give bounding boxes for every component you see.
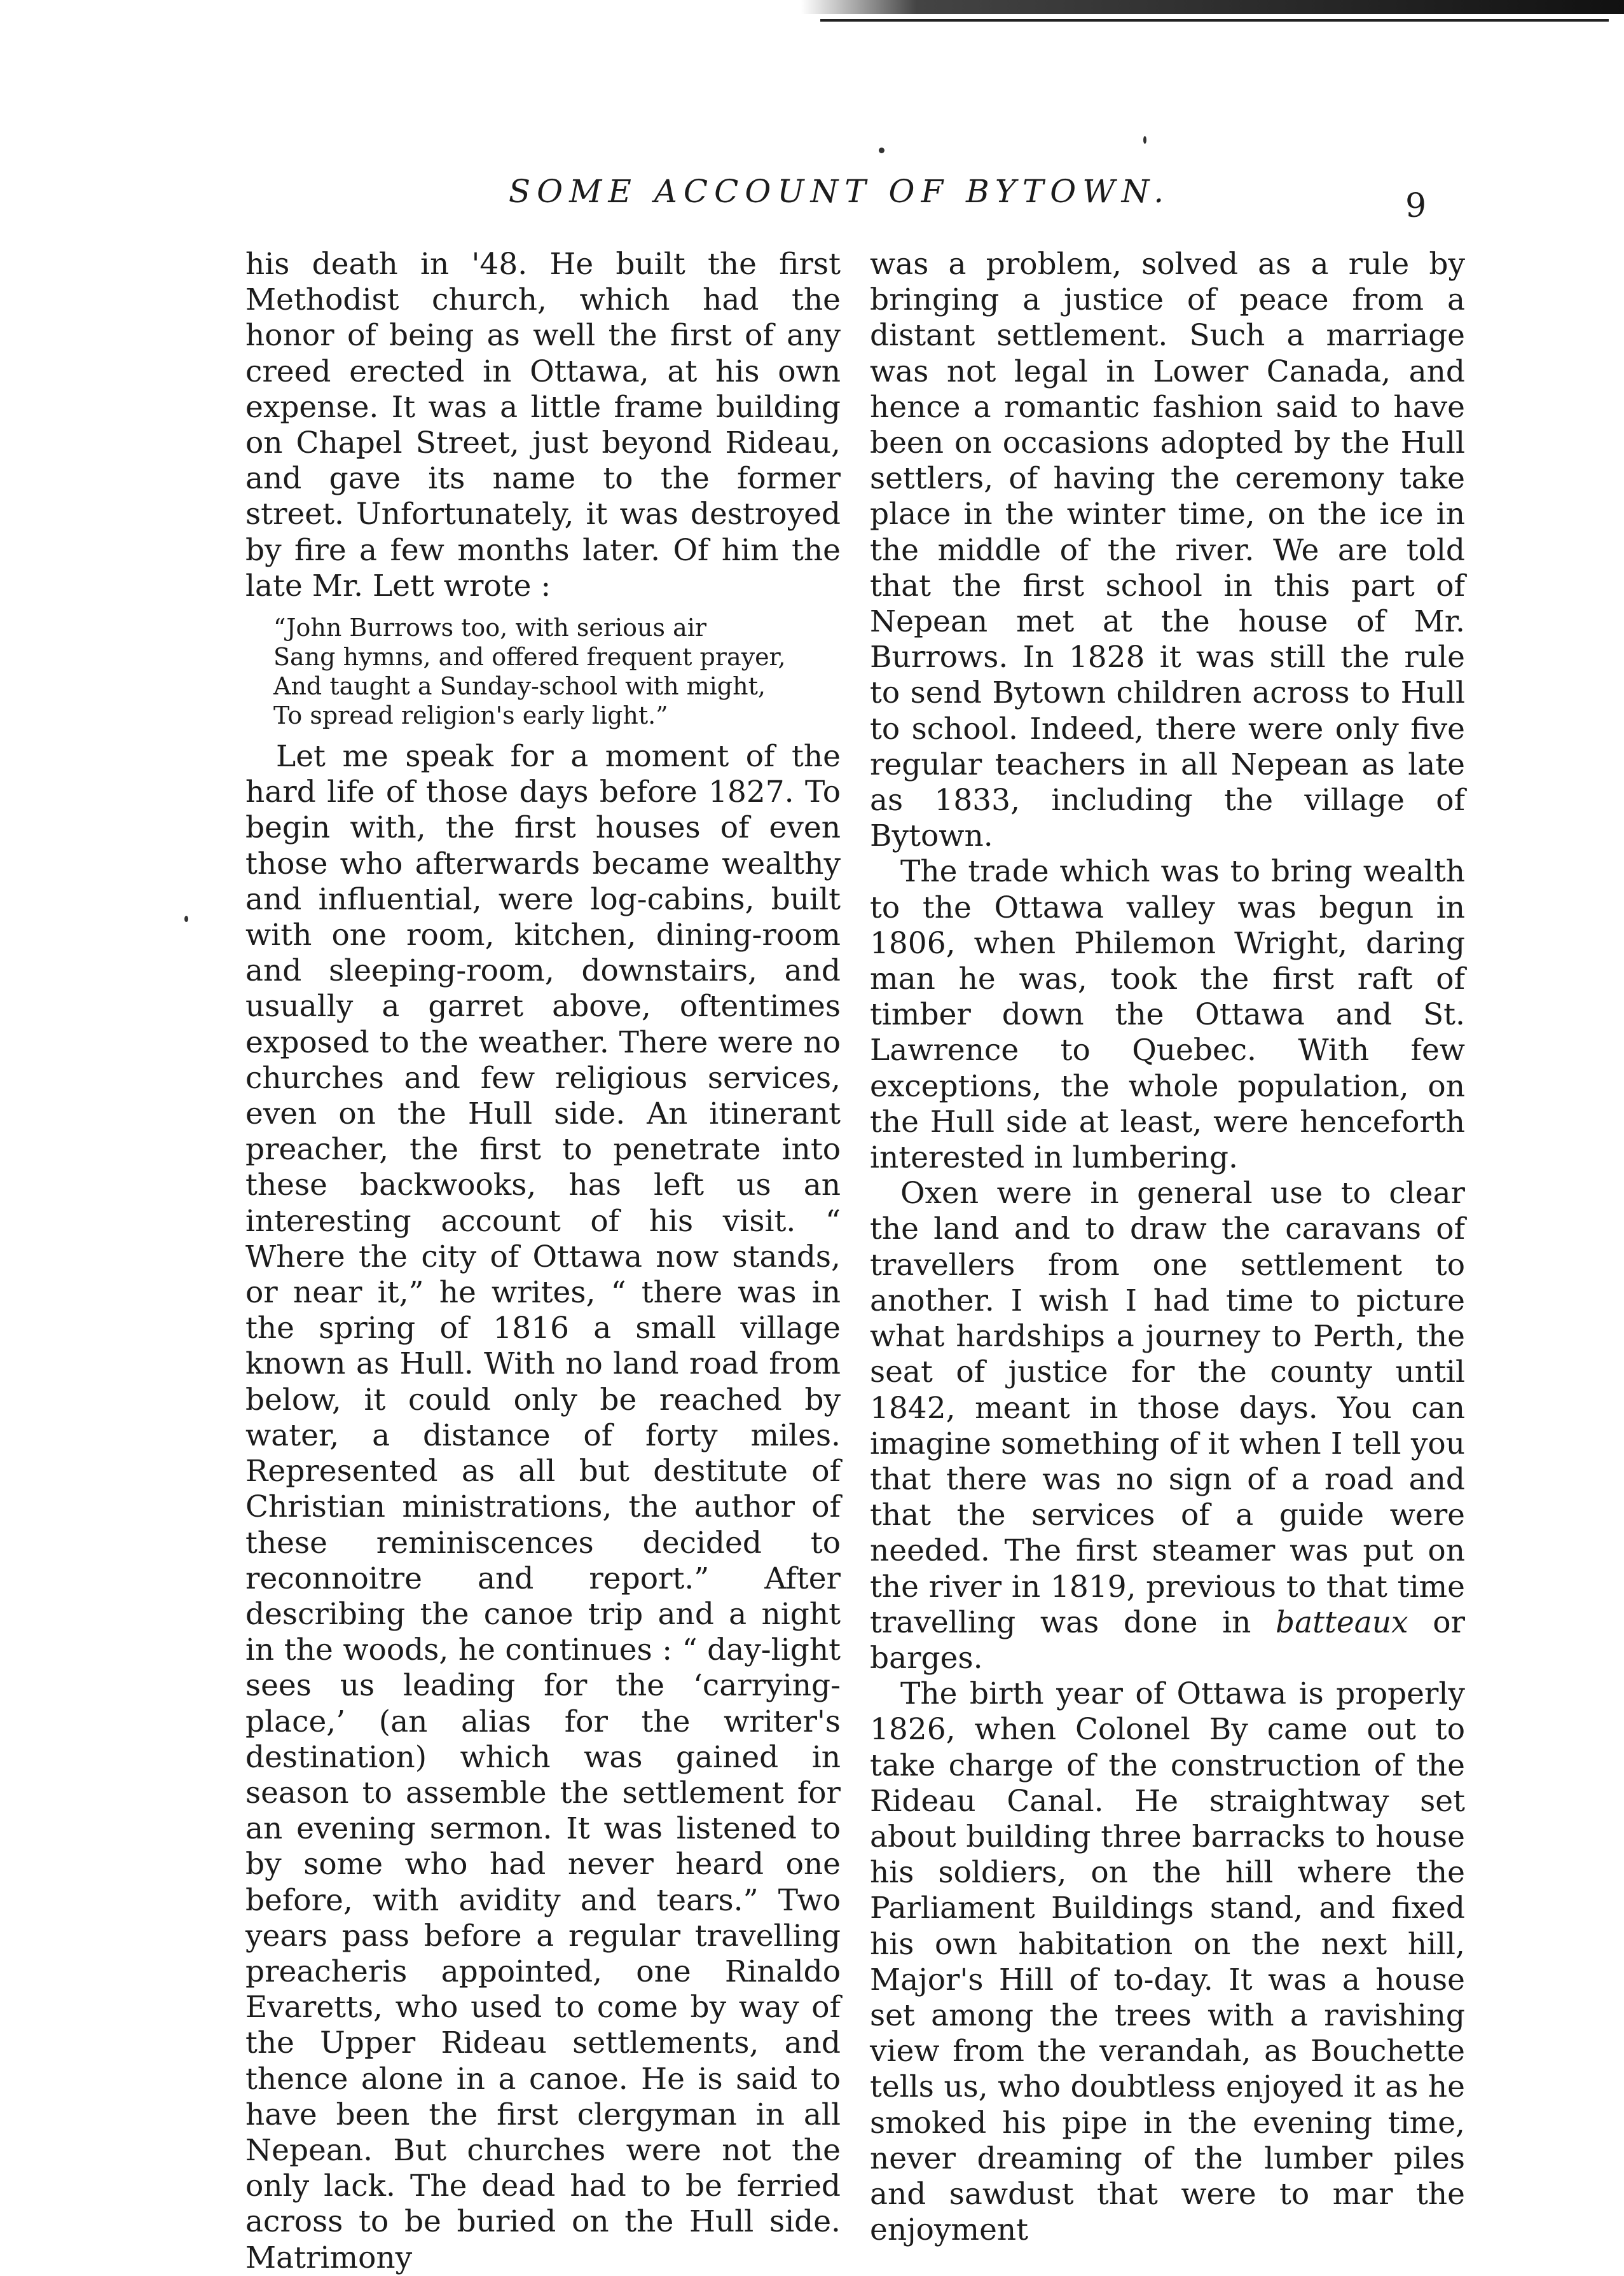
right-paragraph-1: was a problem, solved as a rule by bringing a justice of peace from a distant settlement. Such a marriage was not legal in Lower Canada, and hence a romantic fashion said to have been on occasions adopted by the Hull settlers, of having the ceremony take place in the winter time, on the ice in the middle of the river. We are told that the first school in this part of Nepean met at the house of Mr. Burrows. In 1828 it was still the rule to send Bytown children across to Hull to school. Indeed, there were only five regular teachers in all Nepean as late as 1833, including the village of Bytown.	[870, 247, 1465, 854]
verse-quote	[273, 613, 841, 730]
right-paragraph-4: The birth year of Ottawa is properly 1826, when Colonel By came out to take charge of the construction of the Rideau Canal. He straightway set about building three barracks to house his soldiers, on the hill where the Parliament Buildings stand, and fixed his own habitation on the next hill, Major's Hill of to-day. It was a house set among the trees with a ravishing view from the verandah, as Bouchette tells us, who doubtless enjoyed it as he smoked his pipe in the evening time, never dreaming of the lumber piles and sawdust that were to mar the enjoyment	[870, 1676, 1465, 2248]
print-speck	[1143, 136, 1146, 144]
right-paragraph-3-end: or barges.	[870, 1604, 1465, 1676]
verse-line-4: To spread religion's early light.”	[273, 701, 668, 730]
verse-line-3: And taught a Sunday-school with might,	[273, 672, 766, 701]
left-column	[245, 247, 841, 2276]
right-paragraph-2: The trade which was to bring wealth to the Ottawa valley was begun in 1806, when Philemon Wright, daring man he was, took the first raft of timber down the Ottawa and St. Lawrence to Quebec. With few exceptions, the whole population, on the Hull side at least, were henceforth interested in lumbering.	[870, 854, 1465, 1176]
top-border-thin-rule	[820, 19, 1609, 22]
print-speck	[184, 916, 188, 922]
left-paragraph-1: his death in '48. He built the first Methodist church, which had the honor of being as well the first of any creed erected in Ottawa, at his own expense. It was a little frame building on Chapel Street, just beyond Rideau, and gave its name to the former street. Unfortunately, it was destroyed by fire a few months later. Of him the late Mr. Lett wrote :	[245, 247, 841, 603]
page-number: 9	[1405, 187, 1427, 225]
left-paragraph-2: Let me speak for a moment of the hard life of those days before 1827. To begin with, the first houses of even those who afterwards became wealthy and influential, were log-cabins, built with one room, kitchen, dining-room and sleeping-room, downstairs, and usually a garret above, oftentimes exposed to the weather. There were no churches and few religious services, even on the Hull side. An itinerant preacher, the first to penetrate into these backwooks, has left us an interesting account of his visit. “ Where the city of Ottawa now stands, or near it,” he writes, “ there was in the spring of 1816 a small village known as Hull. With no land road from below, it could only be reached by water, a distance of forty miles. Represented as all but destitute of Christian ministrations, the author of these reminiscences decided to reconnoitre and report.” After describing the canoe trip and a night in the woods, he continues : “ day-light sees us leading for the ‘carrying-place,’ (an alias for the writer's destination) which was gained in season to assemble the settlement for an evening sermon. It was listened to by some who had never heard one before, with avidity and tears.” Two years pass before a regular travelling preacheris appointed, one Rinaldo Evaretts, who used to come by way of the Upper Rideau settlements, and thence alone in a canoe. He is said to have been the first clergyman in all Nepean. But churches were not the only lack. The dead had to be ferried across to be buried on the Hull side. Matrimony	[245, 739, 841, 2275]
verse-line-2: Sang hymns, and offered frequent prayer,	[273, 643, 786, 672]
top-border-rule	[801, 0, 1624, 14]
right-paragraph-3	[870, 1176, 1465, 1676]
print-speck	[879, 148, 884, 153]
verse-line-1: “John Burrows too, with serious air	[273, 614, 707, 642]
right-column	[870, 247, 1465, 2248]
running-title: SOME ACCOUNT OF BYTOWN.	[508, 173, 1171, 210]
batteaux-italic: batteaux	[1276, 1604, 1408, 1640]
right-paragraph-3-text: Oxen were in general use to clear the land and to draw the caravans of travellers from one settlement to another. I wish I had time to picture what hardships a journey to Perth, the seat of justice for the county until 1842, meant in those days. You can imagine something of it when I tell you that there was no sign of a road and that the services of a guide were needed. The first steamer was put on the river in 1819, previous to that time travelling was done in	[870, 1176, 1465, 1640]
